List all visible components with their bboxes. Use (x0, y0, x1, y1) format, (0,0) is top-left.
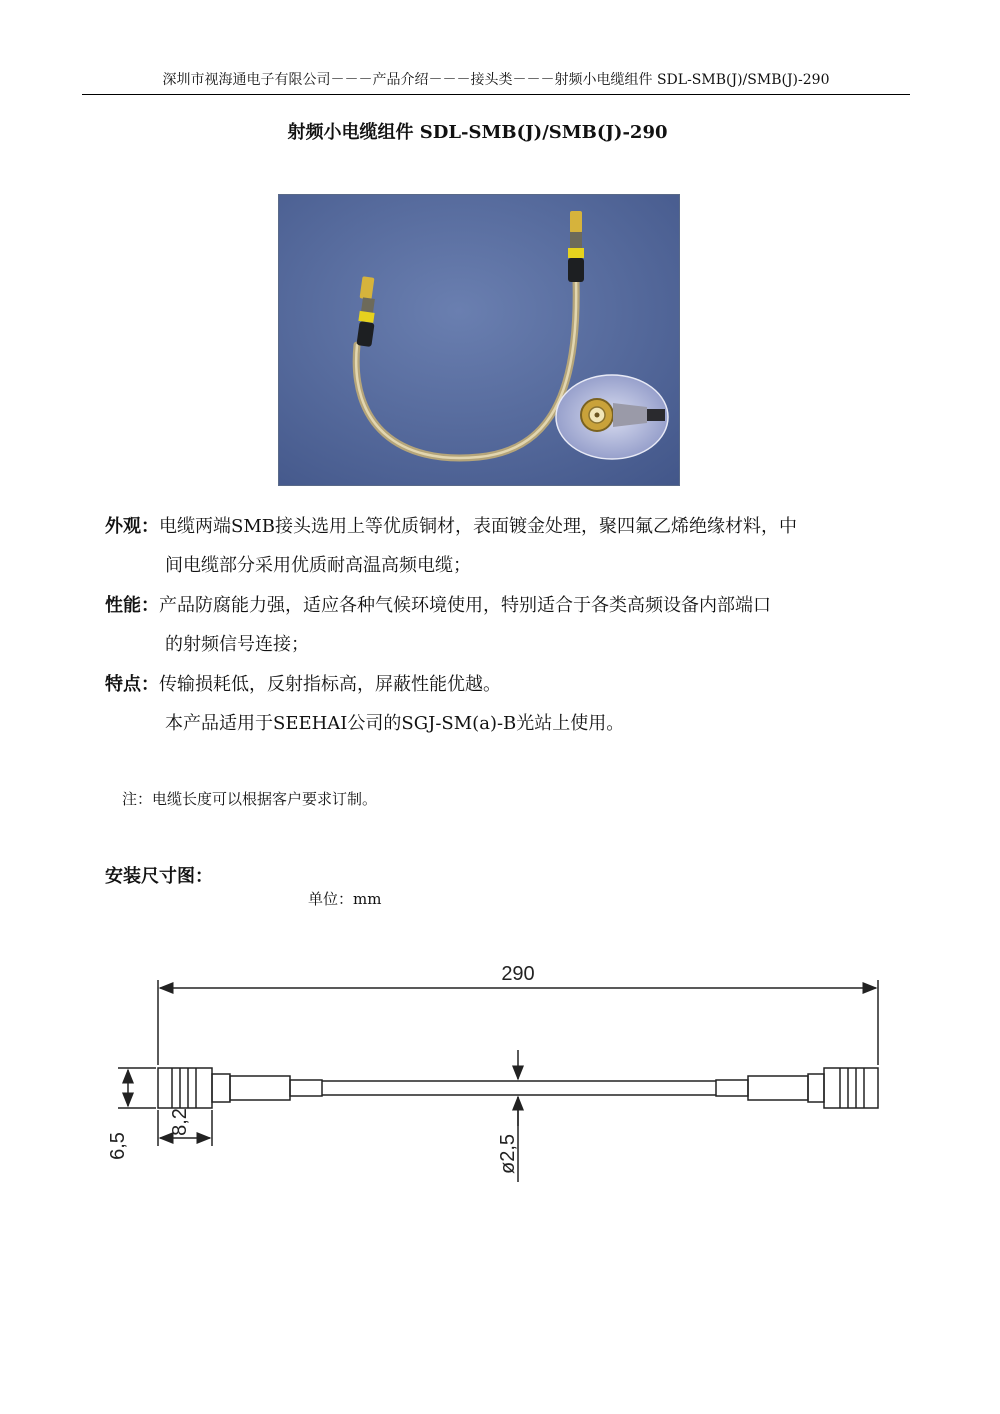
length-dimension-label: 290 (501, 963, 535, 985)
product-photo (278, 194, 680, 486)
connector-length-label: 8,2 (169, 1108, 191, 1136)
diameter-label: ø2,5 (497, 1133, 519, 1175)
appearance-line-2: 间电缆部分采用优质耐高温高频电缆； (165, 555, 471, 576)
connector-closeup-inset (556, 375, 668, 459)
product-photo-art (279, 195, 679, 485)
features-line-2: 本产品适用于SEEHAI公司的SGJ-SM(a)-B光站上使用。 (165, 713, 625, 734)
appearance-line-1: 电缆两端SMB接头选用上等优质铜材，表面镀金处理，聚四氟乙烯绝缘材料，中 (159, 516, 797, 537)
dimension-drawing-svg (90, 950, 910, 1200)
height-dimension-label: 6,5 (107, 1132, 129, 1160)
performance-line-2: 的射频信号连接； (165, 634, 309, 655)
unit-label: 单位：mm (308, 890, 382, 908)
customization-note: 注：电缆长度可以根据客户要求订制。 (122, 790, 378, 808)
appearance-label: 外观： (105, 516, 159, 537)
drawing-title: 安装尺寸图： (105, 866, 213, 887)
page-header (82, 70, 910, 95)
features-label: 特点： (105, 674, 159, 695)
header-text: 深圳市视海通电子有限公司－－－产品介绍－－－接头类－－－射频小电缆组件 SDL-SMB(J)/SMB(J)-290 (162, 72, 830, 88)
performance-line-1: 产品防腐能力强，适应各种气候环境使用，特别适合于各类高频设备内部端口 (159, 595, 771, 616)
dimension-drawing (90, 950, 910, 1200)
page-title: 射频小电缆组件 SDL-SMB(J)/SMB(J)-290 (287, 122, 668, 143)
features-line-1: 传输损耗低，反射指标高，屏蔽性能优越。 (159, 674, 501, 695)
right-connector (568, 211, 584, 282)
features-section (105, 665, 865, 743)
performance-section (105, 586, 865, 664)
performance-label: 性能： (105, 595, 159, 616)
appearance-section (105, 507, 865, 585)
